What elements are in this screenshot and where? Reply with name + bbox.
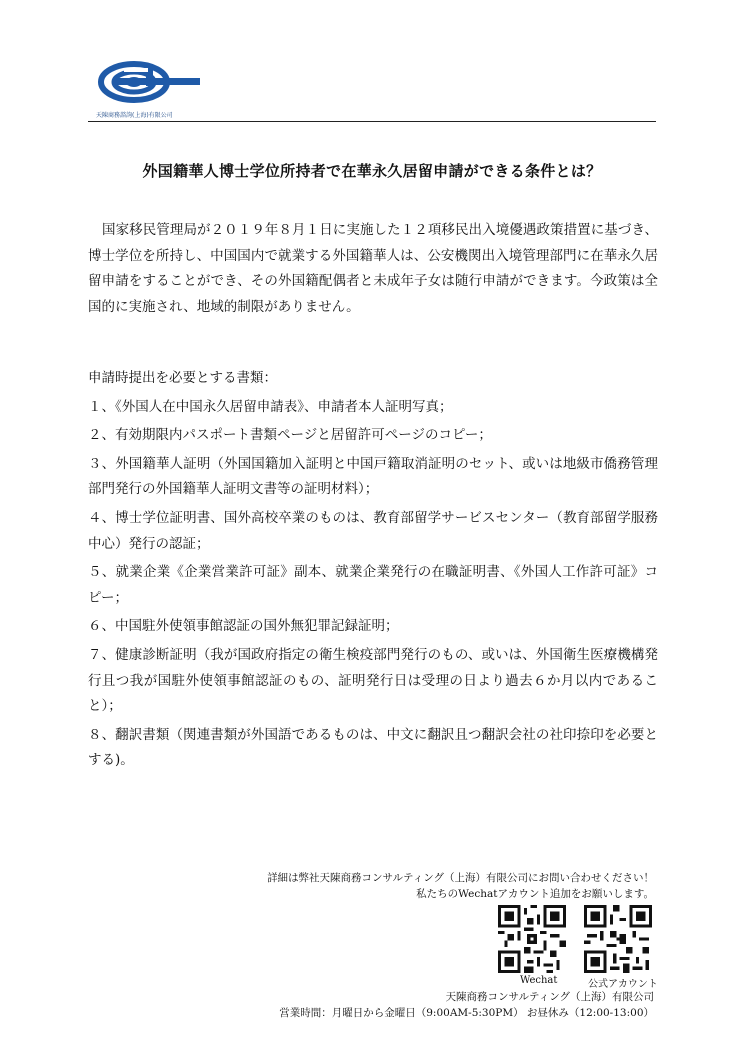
qr-code-row bbox=[496, 905, 656, 975]
requirements-heading: 申請時提出を必要とする書類： bbox=[88, 370, 277, 386]
requirement-item-5: ５、就業企業《企業営業許可証》副本、就業企業発行の在職証明書、《外国人工作許可証》コピー； bbox=[88, 564, 658, 606]
requirement-item-4: ４、博士学位証明書、国外高校卒業のものは、教育部留学サービスセンター（教育部留学服務中心）発行の認証； bbox=[88, 509, 658, 552]
wechat-qr-code[interactable] bbox=[498, 905, 566, 973]
requirement-item-7: ７、健康診断証明（我が国政府指定の衛生検疫部門発行のもの、或いは、外国衛生医療機構発行且つ我が国駐外使領事館認証のもの、証明発行日は受理の日より過去６か月以内であること）； bbox=[88, 646, 658, 715]
requirement-item-8: ８、翻訳書類（関連書類が外国語であるものは、中文に翻訳且つ翻訳会社の社印捺印を必要とする)。 bbox=[88, 726, 658, 769]
document-title: 外国籍華人博士学位所持者で在華永久居留申請ができる条件とは？ bbox=[142, 162, 602, 180]
footer-contact bbox=[94, 870, 654, 902]
header-divider bbox=[88, 121, 656, 122]
official-account-qr-code[interactable] bbox=[584, 905, 652, 973]
requirement-item-3: ３、外国籍華人証明（外国国籍加入証明と中国戸籍取消証明のセット、或いは地級市僑務管理部門発行の外国籍華人証明文書等の証明材料）； bbox=[88, 455, 658, 498]
logo-caption: 天陳商務諮詢(上海)有限公司 bbox=[96, 112, 173, 119]
company-logo-icon bbox=[96, 52, 206, 118]
requirements-section bbox=[88, 366, 658, 777]
intro-paragraph: 国家移民管理局が２０１９年８月１日に実施した１２項移民出入境優遇政策措置に基づき、博士学位を所持し、中国国内で就業する外国籍華人は、公安機関出入境管理部門に在華永久居留申請をすることができ、その外国籍配偶者と未成年子女は随行申請ができます。今政策は全国的に実施され、地域的制限がありません。 bbox=[88, 222, 658, 315]
qr-left-label: Wechat bbox=[520, 975, 558, 986]
business-hours: 営業時間：月曜日から金曜日（9:00AM-5:30PM） お昼休み（12:00-13:00） bbox=[279, 1007, 654, 1019]
wechat-line: 私たちのWechatアカウント追加をお願いします。 bbox=[416, 888, 654, 900]
requirement-item-6: ６、中国駐外使領事館認証の国外無犯罪記録証明； bbox=[88, 618, 399, 635]
requirement-item-1: １、《外国人在中国永久居留申請表》、申請者本人証明写真； bbox=[88, 398, 453, 415]
requirement-item-2: ２、有効期限内パスポート書類ページと居留許可ページのコピー； bbox=[88, 427, 492, 444]
qr-right-label: 公式アカウント bbox=[588, 979, 658, 990]
contact-line: 詳細は弊社天陳商務コンサルティング（上海）有限公司にお問い合わせください！ bbox=[267, 872, 654, 884]
company-name: 天陳商務コンサルティング（上海）有限公司 bbox=[445, 991, 654, 1003]
